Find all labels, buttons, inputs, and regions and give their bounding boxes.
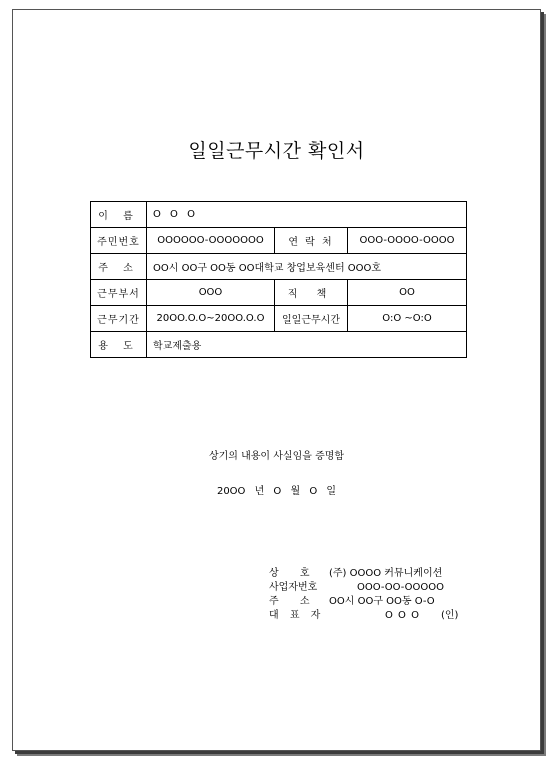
- table-row: [91, 228, 467, 254]
- work-period-label: 근무기간: [91, 306, 147, 332]
- resident-number-label: 주민번호: [91, 228, 147, 254]
- table-row: [91, 306, 467, 332]
- issuer-block: [269, 567, 458, 623]
- business-number-value: OOO-OO-OOOOO: [357, 582, 445, 593]
- position-label: 직 책: [275, 280, 348, 306]
- info-table: [90, 201, 467, 358]
- document-title: 일일근무시간 확인서: [188, 140, 365, 162]
- issue-date: 20OO 년 O 월 O 일: [216, 486, 337, 497]
- ceo-value: O O O: [385, 610, 419, 621]
- company-value: (주) OOOO 커뮤니케이션: [329, 568, 443, 579]
- name-label: 이 름: [91, 202, 147, 228]
- department-label: 근무부서: [91, 280, 147, 306]
- certification-statement: 상기의 내용이 사실임을 증명함: [208, 451, 345, 462]
- purpose-value: 학교제출용: [147, 332, 467, 358]
- seal-mark: (인): [440, 610, 459, 621]
- issuer-address-value: OO시 OO구 OO동 O-O: [329, 596, 435, 607]
- contact-value: OOO-OOOO-OOOO: [348, 228, 467, 254]
- issuer-ceo-row: [269, 609, 458, 623]
- business-number-label: 사업자번호: [269, 582, 318, 593]
- daily-hours-value: O:O ~O:O: [348, 306, 467, 332]
- address-label: 주 소: [91, 254, 147, 280]
- resident-number-value: OOOOOO-OOOOOOO: [147, 228, 275, 254]
- company-label: 상 호: [269, 568, 319, 579]
- issuer-company-row: [269, 567, 458, 581]
- issuer-bizno-row: [269, 581, 458, 595]
- issuer-address-label: 주 소: [269, 596, 319, 607]
- document-page: [12, 9, 541, 751]
- table-row: [91, 202, 467, 228]
- address-value: OO시 OO구 OO동 OO대학교 창업보육센터 OOO호: [147, 254, 467, 280]
- contact-label: 연 락 처: [275, 228, 348, 254]
- issuer-address-row: [269, 595, 458, 609]
- department-value: OOO: [147, 280, 275, 306]
- daily-hours-label: 일일근무시간: [275, 306, 348, 332]
- purpose-label: 용 도: [91, 332, 147, 358]
- name-value: O O O: [147, 202, 467, 228]
- ceo-label: 대 표 자: [269, 610, 325, 621]
- work-period-value: 20OO.O.O~20OO.O.O: [147, 306, 275, 332]
- position-value: OO: [348, 280, 467, 306]
- table-row: [91, 254, 467, 280]
- table-row: [91, 332, 467, 358]
- table-row: [91, 280, 467, 306]
